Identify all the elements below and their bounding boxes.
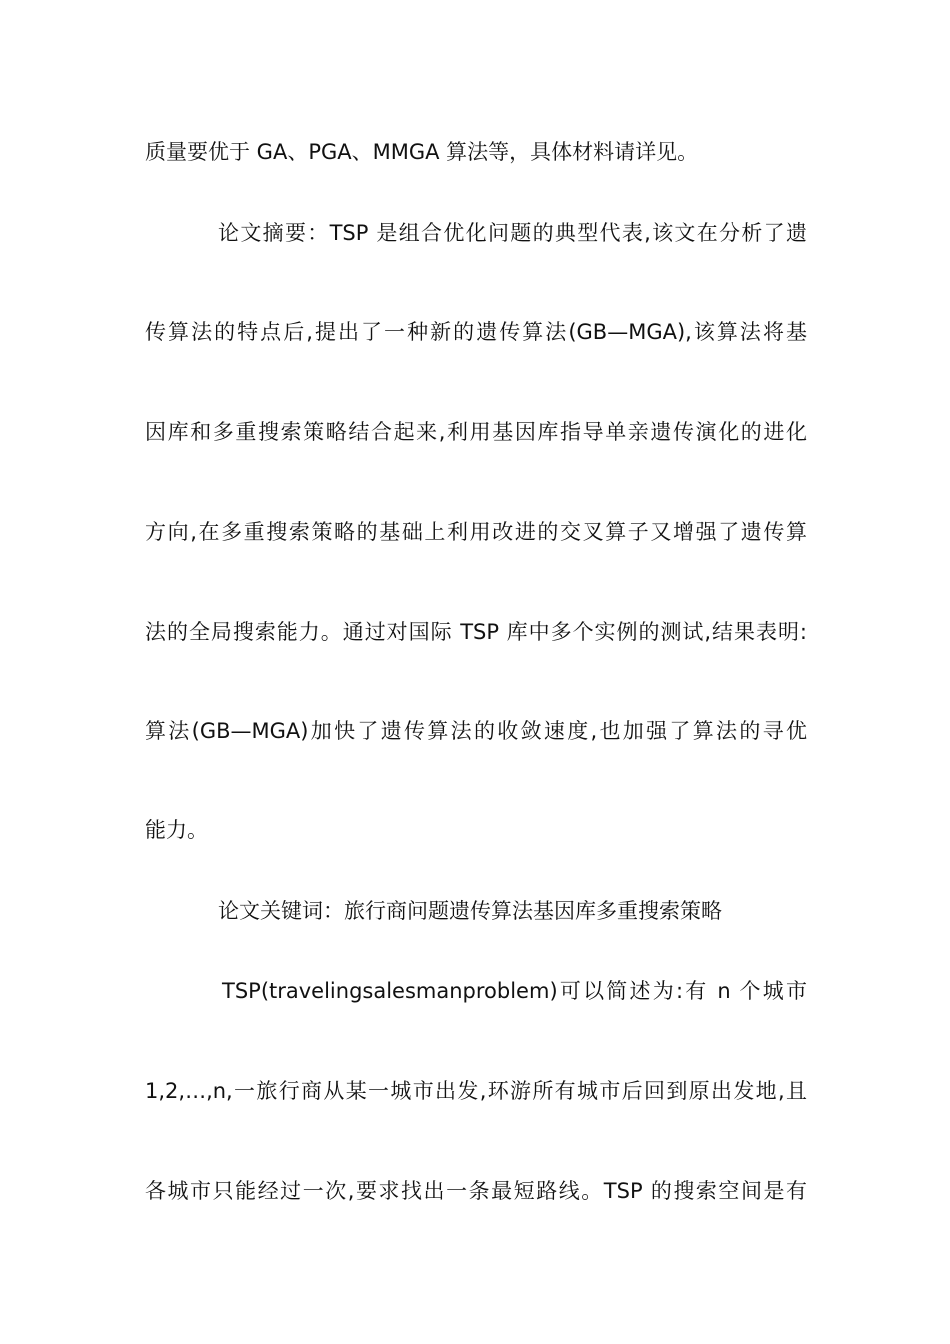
abstract-line-3: 因库和多重搜索策略结合起来,利用基因库指导单亲遗传演化的进化 [145, 420, 807, 444]
abstract-line-7: 能力。 [145, 818, 208, 842]
body-line-1: TSP(travelingsalesmanproblem)可以简述为:有 n 个城市 [222, 979, 807, 1003]
abstract-line-4: 方向,在多重搜索策略的基础上利用改进的交叉算子又增强了遗传算 [145, 520, 807, 544]
abstract-line-6: 算法(GB—MGA)加快了遗传算法的收敛速度,也加强了算法的寻优 [145, 719, 807, 743]
paragraph-line-1: 质量要优于 GA、PGA、MMGA 算法等，具体材料请详见。 [145, 140, 699, 164]
body-line-2: 1,2,…,n,一旅行商从某一城市出发,环游所有城市后回到原出发地,且 [145, 1079, 807, 1103]
keywords-line: 论文关键词：旅行商问题遗传算法基因库多重搜索策略 [218, 899, 722, 923]
abstract-line-2: 传算法的特点后,提出了一种新的遗传算法(GB—MGA),该算法将基 [145, 320, 807, 344]
abstract-line-5: 法的全局搜索能力。通过对国际 TSP 库中多个实例的测试,结果表明: [145, 620, 807, 644]
body-line-3: 各城市只能经过一次,要求找出一条最短路线。TSP 的搜索空间是有 [145, 1179, 807, 1203]
abstract-line-1: 论文摘要：TSP 是组合优化问题的典型代表,该文在分析了遗 [218, 221, 807, 245]
